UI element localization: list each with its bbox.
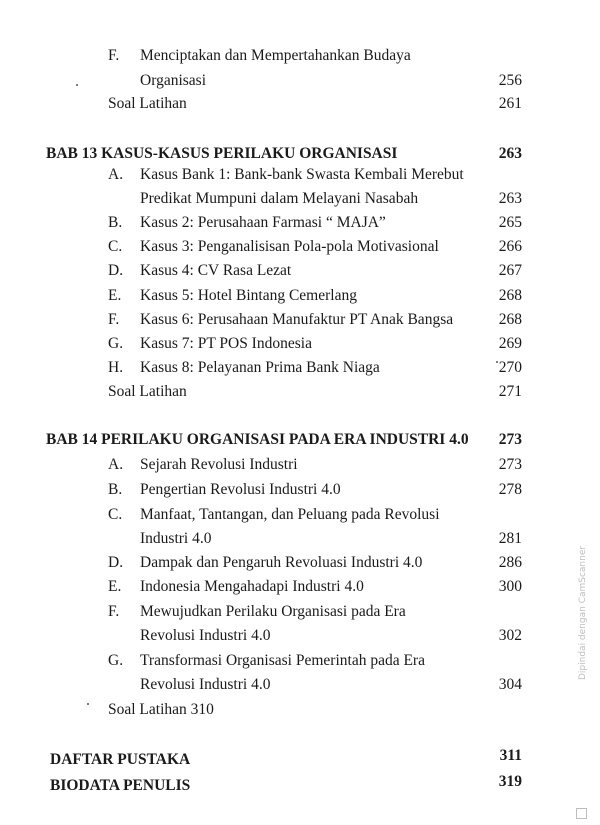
toc-page-number: 278 (498, 481, 522, 498)
toc-entry-text: Transformasi Organisasi Pemerintah pada Era (140, 652, 425, 669)
soal-latihan-label: Soal Latihan (108, 95, 187, 112)
toc-letter: E. (108, 578, 122, 595)
toc-letter: F. (108, 47, 120, 64)
soal-latihan-label: Soal Latihan 310 (108, 701, 214, 718)
toc-entry-text: Menciptakan dan Mempertahankan Budaya (140, 47, 411, 64)
toc-entry-text: Kasus 5: Hotel Bintang Cemerlang (140, 287, 357, 304)
toc-letter: E. (108, 287, 122, 304)
toc-page-number: 268 (498, 287, 522, 304)
toc-letter: G. (108, 335, 124, 352)
toc-letter: B. (108, 214, 123, 231)
toc-entry-text: Kasus 8: Pelayanan Prima Bank Niaga (140, 359, 380, 376)
toc-page-number: 265 (498, 214, 522, 231)
scan-speck (76, 84, 78, 86)
scan-speck (87, 703, 89, 705)
toc-entry-text: Revolusi Industri 4.0 (140, 676, 271, 693)
toc-letter: A. (108, 456, 124, 473)
toc-page-number: 266 (498, 238, 522, 255)
toc-entry-text: Manfaat, Tantangan, dan Peluang pada Revolusi (140, 506, 440, 523)
toc-letter: C. (108, 506, 123, 523)
toc-entry-text: Dampak dan Pengaruh Revoluasi Industri 4.0 (140, 554, 423, 571)
toc-letter: A. (108, 166, 124, 183)
chapter-13-heading: BAB 13 KASUS-KASUS PERILAKU ORGANISASI (46, 145, 398, 162)
toc-entry-text: Kasus 4: CV Rasa Lezat (140, 262, 292, 279)
toc-page-number: 302 (498, 627, 522, 644)
toc-letter: F. (108, 603, 120, 620)
toc-page-number: 304 (498, 676, 522, 693)
toc-page-number: 300 (498, 578, 522, 595)
toc-page-number: 286 (498, 554, 522, 571)
toc-page-number: 268 (498, 311, 522, 328)
biodata-penulis-page: 319 (498, 773, 522, 790)
toc-entry-text: Indonesia Mengahadapi Industri 4.0 (140, 578, 364, 595)
chapter-14-heading: BAB 14 PERILAKU ORGANISASI PADA ERA INDUSTRI 4.0 (46, 431, 469, 448)
daftar-pustaka-heading: DAFTAR PUSTAKA (50, 751, 191, 768)
toc-page-number: 281 (498, 530, 522, 547)
toc-entry-text: Kasus Bank 1: Bank-bank Swasta Kembali Merebut (140, 166, 464, 183)
toc-entry-text: Kasus 6: Perusahaan Manufaktur PT Anak Bangsa (140, 311, 454, 328)
toc-entry-text: Mewujudkan Perilaku Organisasi pada Era (140, 603, 406, 620)
toc-page-number: 270 (498, 359, 522, 376)
toc-entry-text: Predikat Mumpuni dalam Melayani Nasabah (140, 190, 419, 207)
toc-letter: G. (108, 652, 124, 669)
toc-letter: H. (108, 359, 124, 376)
toc-letter: D. (108, 554, 124, 571)
biodata-penulis-heading: BIODATA PENULIS (50, 777, 191, 794)
toc-letter: D. (108, 262, 124, 279)
toc-entry-text: Kasus 7: PT POS Indonesia (140, 335, 312, 352)
toc-page-number: 271 (498, 383, 522, 400)
toc-page-number: 263 (498, 190, 522, 207)
chapter-13-page: 263 (498, 145, 522, 162)
toc-entry-text: Pengertian Revolusi Industri 4.0 (140, 481, 341, 498)
toc-entry-text: Industri 4.0 (140, 530, 212, 547)
toc-letter: F. (108, 311, 120, 328)
toc-entry-text: Revolusi Industri 4.0 (140, 627, 271, 644)
soal-latihan-label: Soal Latihan (108, 383, 187, 400)
toc-page-number: 273 (498, 456, 522, 473)
toc-entry-text: Organisasi (140, 72, 207, 89)
toc-entry-text: Kasus 3: Penganalisisan Pola-pola Motivasional (140, 238, 439, 255)
toc-page-number: 269 (498, 335, 522, 352)
toc-letter: C. (108, 238, 123, 255)
toc-entry-text: Kasus 2: Perusahaan Farmasi “ MAJA” (140, 214, 386, 231)
toc-letter: B. (108, 481, 123, 498)
toc-page-number: 261 (498, 95, 522, 112)
toc-entry-text: Sejarah Revolusi Industri (140, 456, 298, 473)
chapter-14-page: 273 (498, 431, 522, 448)
toc-page-number: 267 (498, 262, 522, 279)
daftar-pustaka-page: 311 (499, 747, 522, 764)
toc-page-number: 256 (498, 72, 522, 89)
scan-speck (496, 361, 498, 363)
scanner-watermark: Dipindai dengan CamScanner (578, 545, 588, 680)
camscanner-logo-icon (576, 808, 587, 819)
